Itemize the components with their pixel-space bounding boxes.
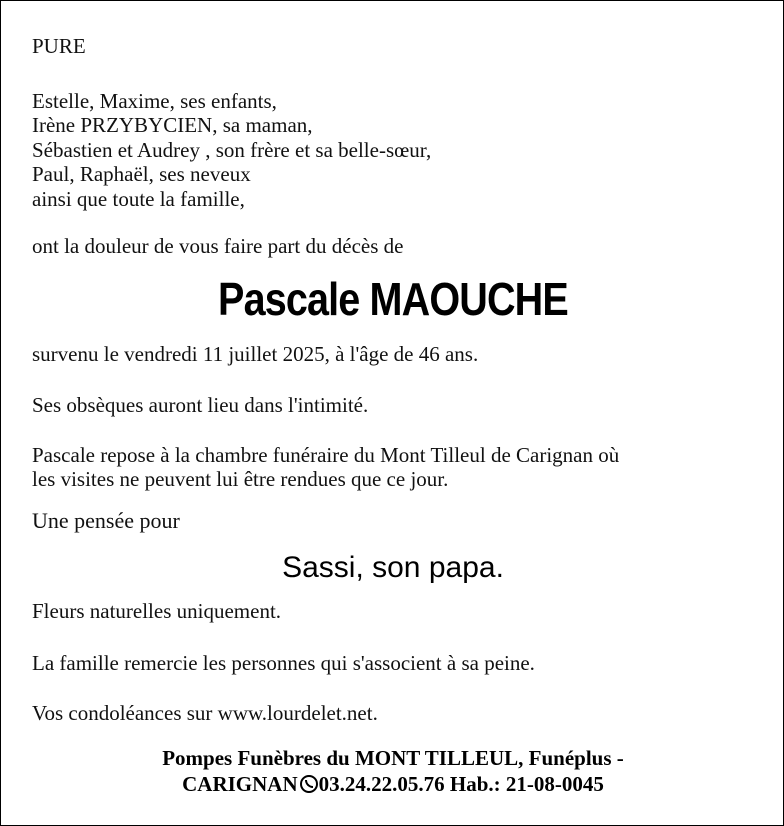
family-line: Sébastien et Audrey , son frère et sa belle-sœur, bbox=[32, 138, 432, 162]
funeral-home-phone: 03.24.22.05.76 Hab.: 21-08-0045 bbox=[318, 772, 604, 796]
funeral-home-line-1: Pompes Funèbres du MONT TILLEUL, Funéplus - bbox=[162, 746, 624, 770]
condolences-text: Vos condoléances sur www.lourdelet.net. bbox=[32, 701, 378, 725]
funeral-home-city: CARIGNAN bbox=[182, 772, 298, 796]
family-line: Estelle, Maxime, ses enfants, bbox=[32, 89, 277, 113]
phone-icon bbox=[300, 775, 318, 793]
thought-name: Sassi, son papa. bbox=[282, 551, 504, 584]
family-line: Irène PRZYBYCIEN, sa maman, bbox=[32, 113, 313, 137]
thought-intro: Une pensée pour bbox=[32, 508, 180, 533]
rest-text-line-2: les visites ne peuvent lui être rendues que ce jour. bbox=[32, 467, 449, 491]
announcement-text: ont la douleur de vous faire part du décès de bbox=[32, 234, 404, 258]
date-of-death-text: survenu le vendredi 11 juillet 2025, à l'âge de 46 ans. bbox=[32, 342, 479, 366]
family-line: ainsi que toute la famille, bbox=[32, 187, 245, 211]
funeral-text: Ses obsèques auront lieu dans l'intimité. bbox=[32, 393, 369, 417]
rest-text-line-1: Pascale repose à la chambre funéraire du Mont Tilleul de Carignan où bbox=[32, 443, 620, 467]
flowers-text: Fleurs naturelles uniquement. bbox=[32, 599, 282, 623]
thanks-text: La famille remercie les personnes qui s'associent à sa peine. bbox=[32, 651, 535, 675]
notice-heading: PURE bbox=[32, 34, 86, 58]
deceased-name: Pascale MAOUCHE bbox=[218, 273, 568, 325]
family-line: Paul, Raphaël, ses neveux bbox=[32, 162, 251, 186]
funeral-home-line-2 bbox=[1, 771, 784, 797]
